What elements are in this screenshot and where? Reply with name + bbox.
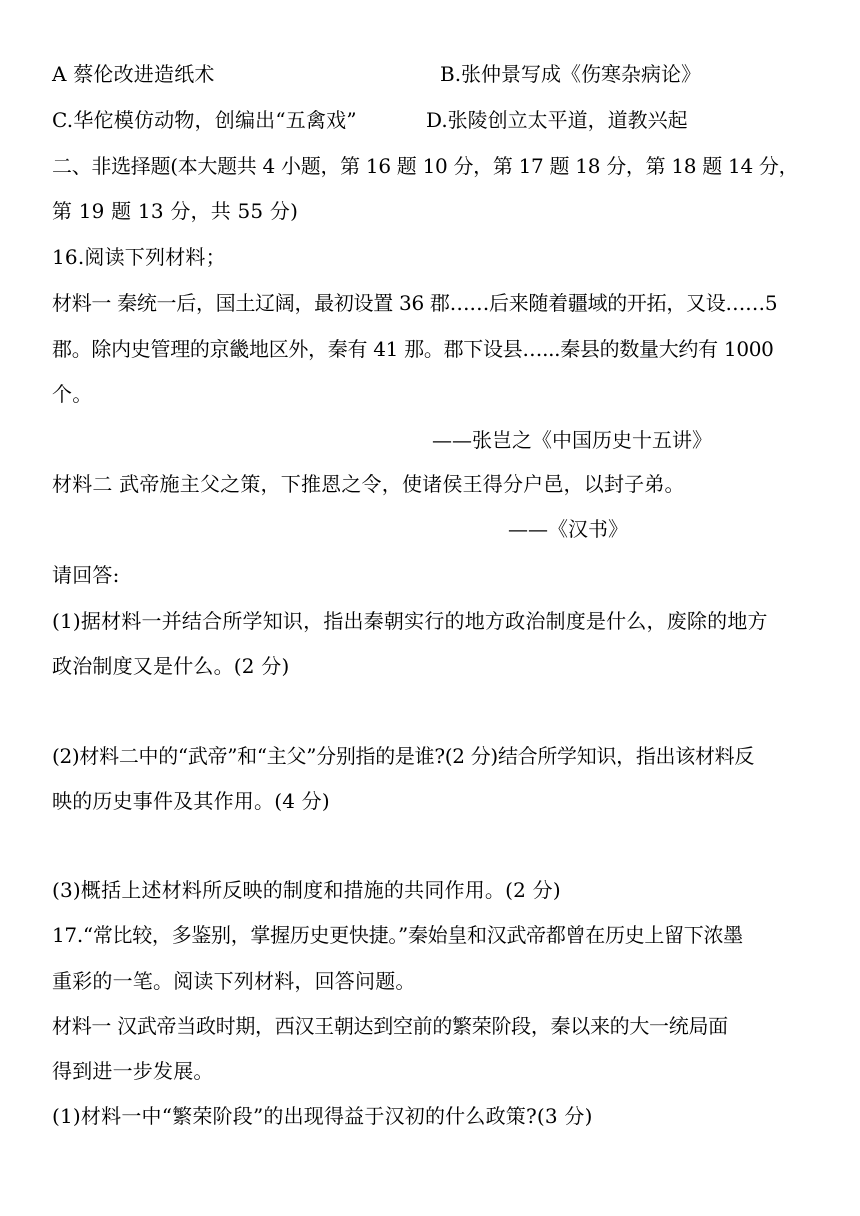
q16-sub2-line1: (2)材料二中的“武帝”和“主父”分别指的是谁?(2 分)结合所学知识，指出该材料反	[52, 744, 755, 768]
q16-sub1-line2: 政治制度又是什么。(2 分)	[52, 654, 290, 678]
q17-intro-line1: 17.“常比较，多鉴别，掌握历史更快捷。”秦始皇和汉武帝都曾在历史上留下浓墨	[52, 923, 743, 947]
option-d: D.张陵创立太平道，道教兴起	[426, 108, 688, 132]
option-a: A 蔡伦改进造纸术	[52, 62, 215, 86]
q16-sub2-line2: 映的历史事件及其作用。(4 分)	[52, 789, 330, 813]
option-c: C.华佗模仿动物，创编出“五禽戏”	[52, 108, 357, 132]
q17-material1-line2: 得到进一步发展。	[52, 1059, 214, 1083]
q16-material2-source: ——《汉书》	[508, 517, 628, 541]
q17-intro-line2: 重彩的一笔。阅读下列材料，回答问题。	[52, 969, 416, 993]
q16-prompt: 请回答:	[52, 563, 120, 587]
q17-material1-line1: 材料一 汉武帝当政时期，西汉王朝达到空前的繁荣阶段，秦以来的大一统局面	[52, 1014, 728, 1038]
q17-sub1: (1)材料一中“繁荣阶段”的出现得益于汉初的什么政策?(3 分)	[52, 1104, 593, 1128]
q16-sub3: (3)概括上述材料所反映的制度和措施的共同作用。(2 分)	[52, 878, 561, 902]
q16-intro: 16.阅读下列材料；	[52, 245, 226, 269]
q16-material1-line2: 郡。除内史管理的京畿地区外，秦有 41 那。郡下设县…...秦县的数量大约有 1000	[52, 337, 774, 361]
q16-material2-line1: 材料二 武帝施主父之策，下推恩之令，使诸侯王得分户邑，以封子弟。	[52, 472, 685, 496]
section-heading-line1: 二、非选择题(本大题共 4 小题，第 16 题 10 分，第 17 题 18 分，第 18 题 14 分，	[52, 154, 799, 178]
q16-material1-source: ——张岂之《中国历史十五讲》	[432, 428, 712, 452]
section-heading-line2: 第 19 题 13 分，共 55 分)	[52, 199, 299, 223]
option-b: B.张仲景写成《伤寒杂病论》	[440, 62, 702, 86]
q16-sub1-line1: (1)据材料一并结合所学知识，指出秦朝实行的地方政治制度是什么，废除的地方	[52, 609, 768, 633]
q16-material1-line1: 材料一 秦统一后，国土辽阔，最初设置 36 郡……后来随着疆域的开拓，又设……5	[52, 291, 778, 315]
q16-material1-line3: 个。	[52, 382, 93, 406]
